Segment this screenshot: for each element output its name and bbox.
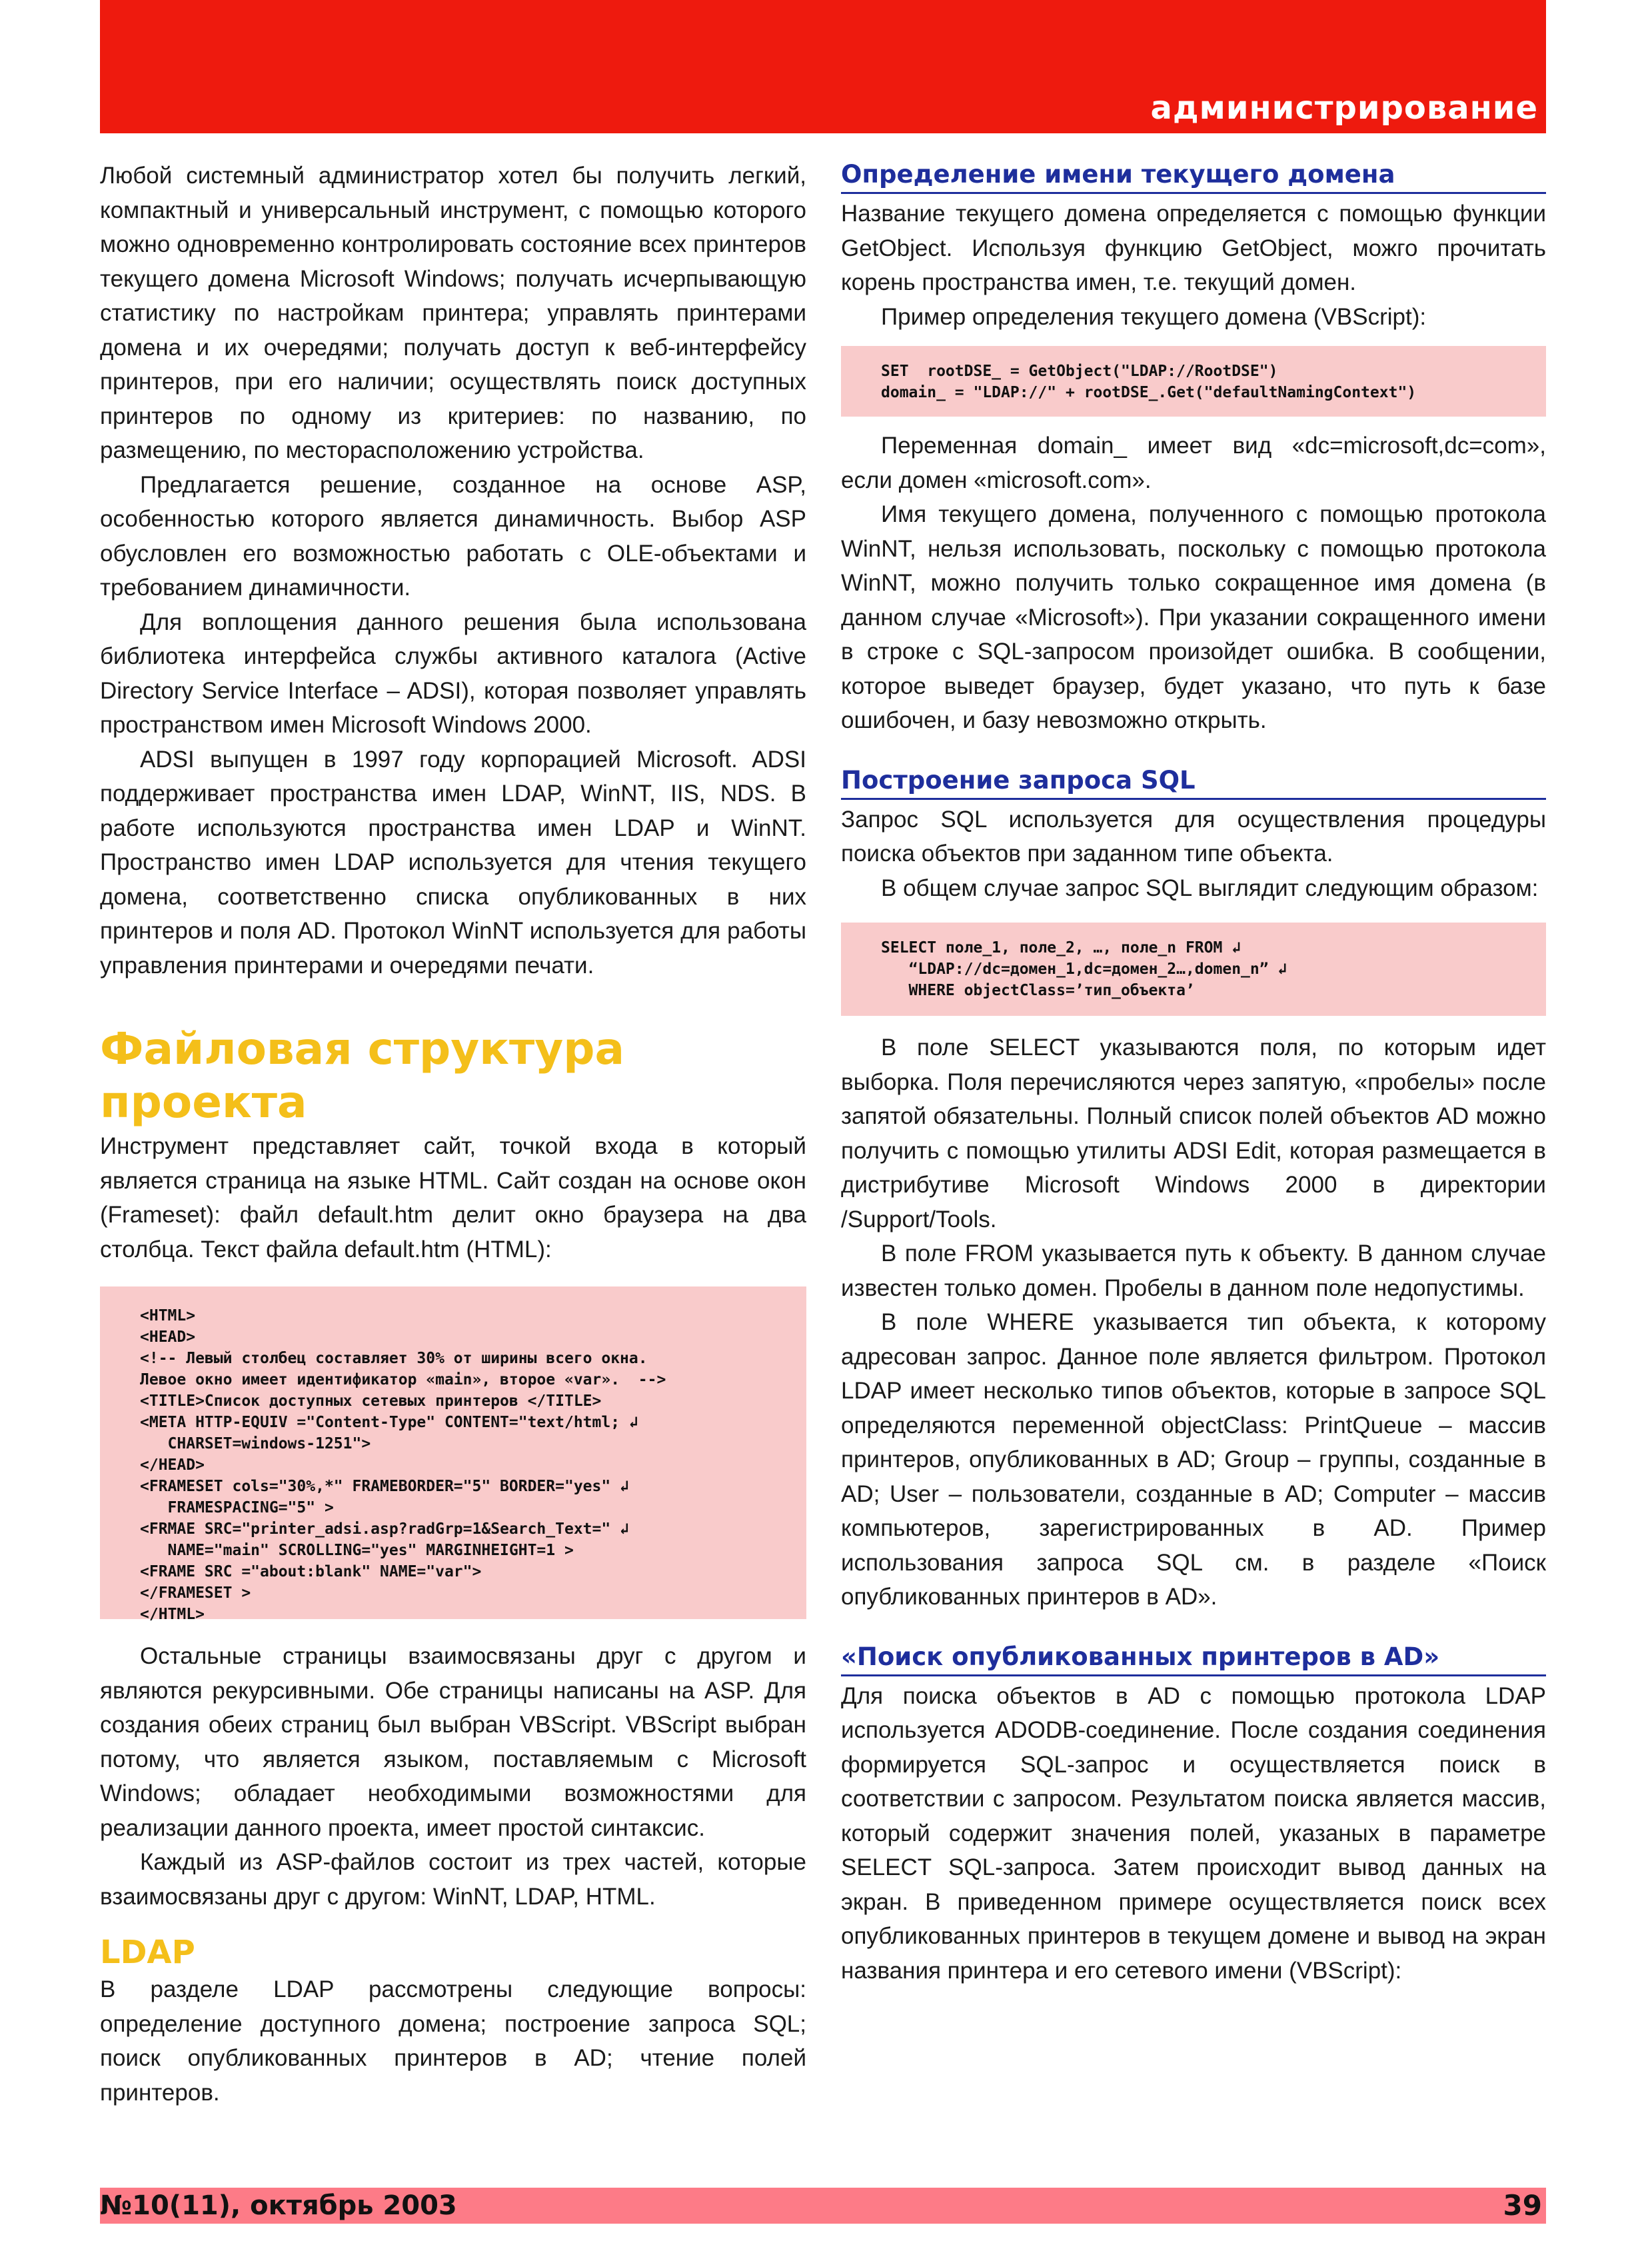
- heading-search-printers: «Поиск опубликованных принтеров в AD»: [841, 1641, 1546, 1676]
- domain-paragraph: Пример определения текущего домена (VBScript):: [881, 303, 1427, 330]
- search-paragraph: Для поиска объектов в AD с помощью протокола LDAP используется ADODB-соединение. После создания соединения формируется SQL-запрос и осуществляется поиск в соответствии с запросом. Результатом поиска является массив, который содержит значения полей, указаных в параметре SELECT SQL-запроса. Затем происходит вывод данных на экран. В приведенном примере осуществляется поиск всех опубликованных принтеров в текущем домене и вывод на экран названия принтера и его сетевого имени (VBScript):: [841, 1682, 1546, 1984]
- page-number: 39: [1503, 2189, 1542, 2222]
- sql-paragraph: Запрос SQL используется для осуществления процедуры поиска объектов при заданном типе объекта.: [841, 806, 1546, 867]
- sql-paragraph: В поле FROM указывается путь к объекту. В данном случае известен только домен. Пробелы в данном поле недопустимы.: [841, 1240, 1546, 1301]
- intro-paragraph: ADSI выпущен в 1997 году корпорацией Microsoft. ADSI поддерживает пространства имен LDAP, WinNT, IIS, NDS. В работе используются пространства имен LDAP и WinNT. Пространство имен LDAP используется для чтения текущего домена, соответственно списка опубликованных в них принтеров и поля AD. Протокол WinNT используется для работы управления принтерами и очередями печати.: [100, 746, 806, 979]
- intro-paragraph: Любой системный администратор хотел бы получить легкий, компактный и универсальный инструмент, с помощью которого можно одновременно контролировать состояние всех принтеров текущего домена Microsoft Windows; получать исчерпывающую статистику по настройкам принтера; управлять принтерами домена и их очередями; получать доступ к веб-интерфейсу принтеров, при его наличии; осуществлять поиск доступных принтеров по одному из критериев: по названию, по размещению, по месторасположению устройства.: [100, 163, 806, 463]
- sql-paragraph: В общем случае запрос SQL выглядит следующим образом:: [881, 875, 1539, 901]
- domain-paragraph: Переменная domain_ имеет вид «dc=microsoft,dc=com», если домен «microsoft.com».: [841, 433, 1546, 493]
- sql-paragraph: В поле SELECT указываются поля, по которым идет выборка. Поля перечисляются через запятую, «пробелы» после запятой обязательны. Полный список полей объектов AD можно получить с помощью утилиты ADSI Edit, которая размещается в дистрибутиве Microsoft Windows 2000 в директории /Support/Tools.: [841, 1035, 1546, 1232]
- after-code-paragraph: Каждый из ASP-файлов состоит из трех частей, которые взаимосвязаны друг с другом: WinNT, LDAP, HTML.: [100, 1849, 806, 1910]
- issue-label: №10(11), октябрь 2003: [100, 2190, 457, 2221]
- left-column: [100, 159, 806, 2110]
- intro-paragraph: Предлагается решение, созданное на основе ASP, особенностью которого является динамичность. Выбор ASP обусловлен его возможностью работать с OLE-объектами и требованием динамичности.: [100, 471, 806, 601]
- heading-ldap: LDAP: [100, 1934, 195, 1971]
- domain-paragraph: Имя текущего домена, полученного с помощью протокола WinNT, нельзя использовать, поскольку с помощью протокола WinNT, можно получить только сокращенное имя домена (в данном случае «Microsoft»). При указании сокращенного имени в строке с SQL-запросом произойдет ошибка. В сообщении, которое выведет браузер, будет указано, что путь к базе ошибочен, и базу невозможно открыть.: [841, 501, 1546, 733]
- structure-paragraph: Инструмент представляет сайт, точкой входа в который является страница на языке HTML. Сайт создан на основе окон (Frameset): файл default.htm делит окно браузера на два столбца. Текст файла default.htm (HTML):: [100, 1133, 806, 1262]
- header-bar: [100, 0, 1546, 133]
- heading-domain-name: Определение имени текущего домена: [841, 159, 1546, 194]
- sql-paragraph: В поле WHERE указывается тип объекта, к которому адресован запрос. Данное поле является фильтром. Протокол LDAP имеет несколько типов объектов, которые в запросе SQL определяются переменной objectClass: PrintQueue – массив принтеров, опубликованных в AD; Group – группы, созданные в AD; User – пользователи, созданные в AD; Computer – массив компьютеров, зарегистрированных в AD. Пример использования запроса SQL см. в разделе «Поиск опубликованных принтеров в AD».: [841, 1309, 1546, 1610]
- domain-paragraph: Название текущего домена определяется с помощью функции GetObject. Используя функцию GetObject, можго прочитать корень пространства имен, т.е. текущий домен.: [841, 201, 1546, 295]
- heading-file-structure: Файловая структура проекта: [100, 1023, 625, 1128]
- code-block-sql: SELECT поле_1, поле_2, …, поле_n FROM ↲ “LDAP://dc=домен_1,dc=домен_2…,domen_n” ↲ WHERE objectClass=’тип_объекта’: [841, 923, 1546, 1016]
- intro-paragraph: Для воплощения данного решения была использована библиотека интерфейса службы активного каталога (Active Directory Service Interface – ADSI), которая позволяет управлять пространством имен Microsoft Windows 2000.: [100, 609, 806, 738]
- heading-sql-query: Построение запроса SQL: [841, 765, 1546, 800]
- right-column: [841, 159, 1546, 1988]
- footer-bar: [100, 2188, 1546, 2224]
- after-code-paragraph: Остальные страницы взаимосвязаны друг с другом и являются рекурсивными. Обе страницы написаны на ASP. Для создания обеих страниц был выбран VBScript. VBScript выбран потому, что является языком, поставляемым с Microsoft Windows; обладает необходимыми возможностями для реализации данного проекта, имеет простой синтаксис.: [100, 1643, 806, 1841]
- ldap-paragraph: В разделе LDAP рассмотрены следующие вопросы: определение доступного домена; построение запроса SQL; поиск опубликованных принтеров в AD; чтение полей принтеров.: [100, 1976, 806, 2106]
- code-block-domain: SET rootDSE_ = GetObject("LDAP://RootDSE") domain_ = "LDAP://" + rootDSE_.Get("defaultNamingContext"): [841, 346, 1546, 417]
- code-block-default-htm: <HTML> <HEAD> <!-- Левый столбец составляет 30% от ширины всего окна. Левое окно имеет идентификатор «main», второе «var». --> <TITLE>Список доступных сетевых принтеров </TITLE> <META HTTP-EQUIV ="Content-Type" CONTENT="text/html; ↲ CHARSET=windows-1251"> </HEAD> <FRAMESET cols="30%,*" FRAMEBORDER="5" BORDER="yes" ↲ FRAMESPACING="5" > <FRMAE SRC="printer_adsi.asp?radGrp=1&Search_Text=" ↲ NAME="main" SCROLLING="yes" MARGINHEIGHT=1 > <FRAME SRC ="about:blank" NAME="var"> </FRAMESET > </HTML>: [100, 1286, 806, 1619]
- section-label: администрирование: [1150, 89, 1538, 127]
